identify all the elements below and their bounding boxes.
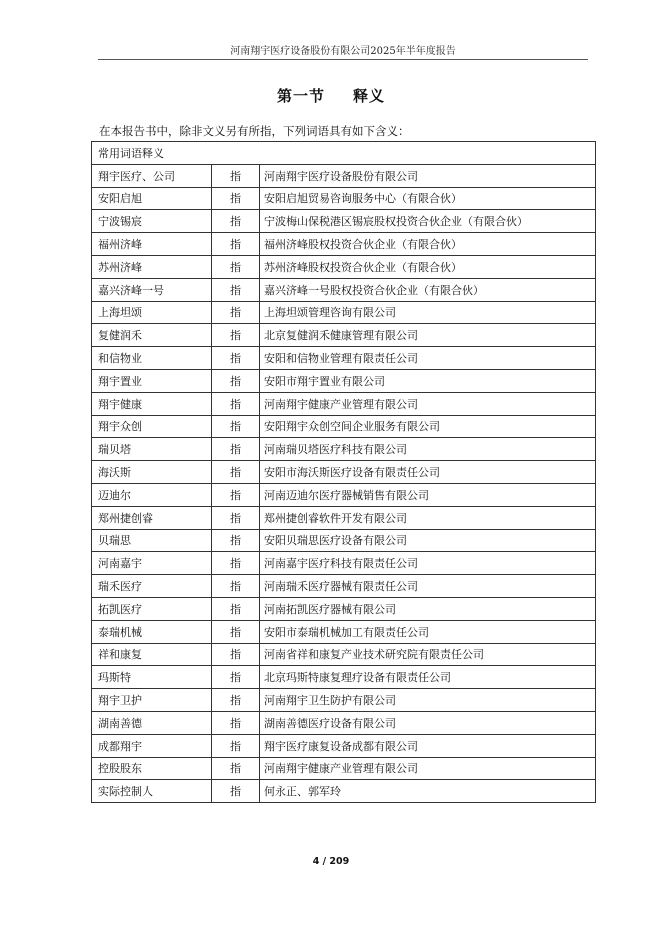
separator-cell: 指 — [212, 278, 260, 301]
table-row — [92, 734, 596, 757]
definition-cell: 河南瑞贝塔医疗科技有限公司 — [260, 438, 596, 461]
table-row — [92, 369, 596, 392]
table-row — [92, 347, 596, 370]
table-row — [92, 575, 596, 598]
term-cell: 翔宇医疗、公司 — [92, 164, 212, 187]
term-cell: 复健润禾 — [92, 324, 212, 347]
separator-cell: 指 — [212, 461, 260, 484]
definition-cell: 何永正、郭军玲 — [260, 780, 596, 803]
separator-cell: 指 — [212, 483, 260, 506]
definitions-table — [91, 141, 596, 803]
separator-cell: 指 — [212, 392, 260, 415]
separator-cell: 指 — [212, 210, 260, 233]
term-cell: 宁波锡宸 — [92, 210, 212, 233]
separator-cell: 指 — [212, 552, 260, 575]
table-row — [92, 392, 596, 415]
definition-cell: 安阳启旭贸易咨询服务中心（有限合伙） — [260, 187, 596, 210]
table-row — [92, 711, 596, 734]
table-row — [92, 780, 596, 803]
separator-cell: 指 — [212, 643, 260, 666]
definition-cell: 北京玛斯特康复理疗设备有限责任公司 — [260, 666, 596, 689]
separator-cell: 指 — [212, 324, 260, 347]
term-cell: 翔宇众创 — [92, 415, 212, 438]
running-header: 河南翔宇医疗设备股份有限公司2025年半年度报告 — [230, 46, 456, 57]
definition-cell: 安阳翔宇众创空间企业服务有限公司 — [260, 415, 596, 438]
section-title — [0, 85, 662, 106]
term-cell: 和信物业 — [92, 347, 212, 370]
definition-cell: 福州济峰股权投资合伙企业（有限合伙） — [260, 233, 596, 256]
separator-cell: 指 — [212, 689, 260, 712]
table-caption-row — [92, 142, 596, 165]
term-cell: 翔宇卫护 — [92, 689, 212, 712]
term-cell: 瑞禾医疗 — [92, 575, 212, 598]
table-row — [92, 757, 596, 780]
separator-cell: 指 — [212, 529, 260, 552]
term-cell: 泰瑞机械 — [92, 620, 212, 643]
definition-cell: 河南翔宇卫生防护有限公司 — [260, 689, 596, 712]
definition-cell: 苏州济峰股权投资合伙企业（有限合伙） — [260, 255, 596, 278]
table-row — [92, 689, 596, 712]
term-cell: 拓凯医疗 — [92, 597, 212, 620]
separator-cell: 指 — [212, 597, 260, 620]
separator-cell: 指 — [212, 757, 260, 780]
term-cell: 郑州捷创睿 — [92, 506, 212, 529]
term-cell: 湖南善德 — [92, 711, 212, 734]
table-row — [92, 666, 596, 689]
separator-cell: 指 — [212, 666, 260, 689]
term-cell: 玛斯特 — [92, 666, 212, 689]
table-row — [92, 483, 596, 506]
definition-cell: 安阳贝瑞思医疗设备有限公司 — [260, 529, 596, 552]
definition-cell: 河南拓凯医疗器械有限公司 — [260, 597, 596, 620]
table-row — [92, 164, 596, 187]
section-number: 第一节 — [276, 87, 325, 105]
definition-cell: 河南迈迪尔医疗器械销售有限公司 — [260, 483, 596, 506]
definition-cell: 河南翔宇健康产业管理有限公司 — [260, 392, 596, 415]
definition-cell: 翔宇医疗康复设备成都有限公司 — [260, 734, 596, 757]
definition-cell: 河南翔宇健康产业管理有限公司 — [260, 757, 596, 780]
term-cell: 翔宇置业 — [92, 369, 212, 392]
separator-cell: 指 — [212, 369, 260, 392]
definition-cell: 河南瑞禾医疗器械有限责任公司 — [260, 575, 596, 598]
term-cell: 翔宇健康 — [92, 392, 212, 415]
separator-cell: 指 — [212, 620, 260, 643]
term-cell: 上海坦颂 — [92, 301, 212, 324]
table-row — [92, 438, 596, 461]
section-name: 释义 — [353, 87, 386, 105]
separator-cell: 指 — [212, 187, 260, 210]
separator-cell: 指 — [212, 575, 260, 598]
table-row — [92, 233, 596, 256]
table-row — [92, 301, 596, 324]
term-cell: 祥和康复 — [92, 643, 212, 666]
table-row — [92, 415, 596, 438]
term-cell: 贝瑞思 — [92, 529, 212, 552]
table-row — [92, 278, 596, 301]
definition-cell: 河南翔宇医疗设备股份有限公司 — [260, 164, 596, 187]
table-row — [92, 187, 596, 210]
separator-cell: 指 — [212, 164, 260, 187]
term-cell: 福州济峰 — [92, 233, 212, 256]
table-row — [92, 597, 596, 620]
term-cell: 控股股东 — [92, 757, 212, 780]
separator-cell: 指 — [212, 347, 260, 370]
separator-cell: 指 — [212, 734, 260, 757]
definition-cell: 安阳市海沃斯医疗设备有限责任公司 — [260, 461, 596, 484]
definition-cell: 安阳和信物业管理有限责任公司 — [260, 347, 596, 370]
table-caption: 常用词语释义 — [92, 142, 596, 165]
separator-cell: 指 — [212, 415, 260, 438]
term-cell: 成都翔宇 — [92, 734, 212, 757]
definition-cell: 河南嘉宇医疗科技有限责任公司 — [260, 552, 596, 575]
definition-cell: 安阳市翔宇置业有限公司 — [260, 369, 596, 392]
definition-cell: 安阳市泰瑞机械加工有限责任公司 — [260, 620, 596, 643]
table-row — [92, 461, 596, 484]
table-row — [92, 529, 596, 552]
term-cell: 迈迪尔 — [92, 483, 212, 506]
table-row — [92, 506, 596, 529]
term-cell: 河南嘉宇 — [92, 552, 212, 575]
definition-cell: 宁波梅山保税港区锡宸股权投资合伙企业（有限合伙） — [260, 210, 596, 233]
table-row — [92, 643, 596, 666]
term-cell: 实际控制人 — [92, 780, 212, 803]
page-number: 4 / 209 — [312, 856, 350, 867]
term-cell: 嘉兴济峰一号 — [92, 278, 212, 301]
table-row — [92, 324, 596, 347]
term-cell: 安阳启旭 — [92, 187, 212, 210]
definition-cell: 北京复健润禾健康管理有限公司 — [260, 324, 596, 347]
definition-cell: 湖南善德医疗设备有限公司 — [260, 711, 596, 734]
table-row — [92, 620, 596, 643]
term-cell: 海沃斯 — [92, 461, 212, 484]
definition-cell: 郑州捷创睿软件开发有限公司 — [260, 506, 596, 529]
separator-cell: 指 — [212, 255, 260, 278]
separator-cell: 指 — [212, 438, 260, 461]
intro-paragraph: 在本报告书中，除非文义另有所指，下列词语具有如下含义： — [99, 124, 410, 138]
separator-cell: 指 — [212, 301, 260, 324]
definition-cell: 嘉兴济峰一号股权投资合伙企业（有限合伙） — [260, 278, 596, 301]
separator-cell: 指 — [212, 506, 260, 529]
separator-cell: 指 — [212, 233, 260, 256]
table-row — [92, 210, 596, 233]
separator-cell: 指 — [212, 711, 260, 734]
separator-cell: 指 — [212, 780, 260, 803]
table-row — [92, 255, 596, 278]
term-cell: 瑞贝塔 — [92, 438, 212, 461]
header-divider — [98, 59, 588, 60]
table-row — [92, 552, 596, 575]
term-cell: 苏州济峰 — [92, 255, 212, 278]
definition-cell: 上海坦颂管理咨询有限公司 — [260, 301, 596, 324]
definition-cell: 河南省祥和康复产业技术研究院有限责任公司 — [260, 643, 596, 666]
